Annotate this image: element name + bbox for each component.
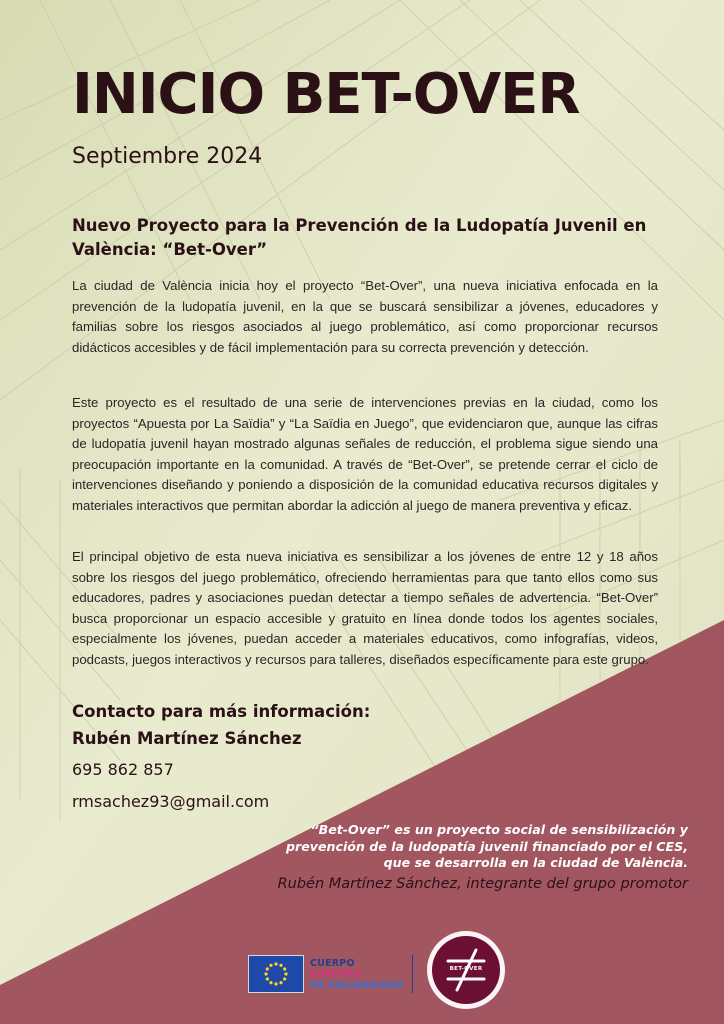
eu-solidarity-corps-logo [248, 955, 416, 993]
contact-name: Rubén Martínez Sánchez [72, 729, 302, 748]
quote-signature: Rubén Martínez Sánchez, integrante del grupo promotor [277, 876, 688, 892]
bet-over-logo-text: BET-OVER [449, 966, 483, 972]
article-paragraph-3: El principal objetivo de esta nueva iniciativa es sensibilizar a los jóvenes de entre 12 y 18 años sobre los riesgos del juego problemático, ofreciendo herramientas para que tanto ellos como sus educadores, padres y asociaciones puedan detectar a tiempo señales de advertencia. “Bet-Over” busca proporcionar un espacio accesible y gratuito en línea donde todos los agentes sociales, especialmente los jóvenes, puedan acceder a materiales educativos, como infografías, videos, podcasts, juegos interactivos y recursos para talleres, diseñados específicamente para este grupo. [72, 549, 658, 667]
eu-logo-line-1: CUERPO [310, 957, 355, 969]
bet-over-logo-badge [432, 936, 500, 1004]
contact-email: rmsachez93@gmail.com [72, 792, 270, 811]
quote-line-1: “Bet-Over” es un proyecto social de sensibilización y [310, 822, 688, 837]
publication-date: Septiembre 2024 [72, 144, 263, 169]
quote-line-2: prevención de la ludopatía juvenil financiado por el CES, [286, 838, 688, 854]
eu-logo-line-3: DE SOLIDARIDAD [310, 979, 405, 991]
eu-flag-icon [248, 955, 304, 993]
eu-logo-text [310, 958, 404, 991]
bet-over-logo [427, 931, 505, 1009]
eu-logo-line-2: EUROPEO [310, 968, 363, 980]
quote-line-3: que se desarrolla en la ciudad de València. [383, 855, 688, 870]
logo-divider [412, 955, 413, 993]
page-title: INICIO BET-OVER [72, 62, 580, 127]
contact-phone: 695 862 857 [72, 760, 174, 779]
article-paragraph-1: La ciudad de València inicia hoy el proyecto “Bet-Over”, una nueva iniciativa enfocada en la prevención de la ludopatía juvenil, en la que se buscará sensibilizar a jóvenes, educadores y familias sobre los riesgos asociados al juego problemático, así como proporcionar recursos didácticos accesibles y de fácil implementación para su correcta prevención y detección. [72, 278, 658, 355]
project-quote [268, 822, 688, 872]
article-subtitle: Nuevo Proyecto para la Prevención de la Ludopatía Juvenil en València: “Bet-Over” [72, 216, 647, 259]
contact-heading: Contacto para más información: [72, 702, 371, 721]
article-paragraph-2: Este proyecto es el resultado de una serie de intervenciones previas en la ciudad, como los proyectos “Apuesta por La Saïdia” y “La Saïdia en Juego”, que evidenciaron que, aunque las cifras de ludopatía juvenil hayan mostrado algunas señales de reducción, el problema sigue siendo una preocupación importante en la comunidad. A través de “Bet-Over”, se pretende cerrar el ciclo de intervenciones diseñando y poniendo a disposición de la comunidad educativa recursos digitales y materiales interactivos que permitan abordar la adicción al juego de manera preventiva y eficaz. [72, 395, 658, 513]
